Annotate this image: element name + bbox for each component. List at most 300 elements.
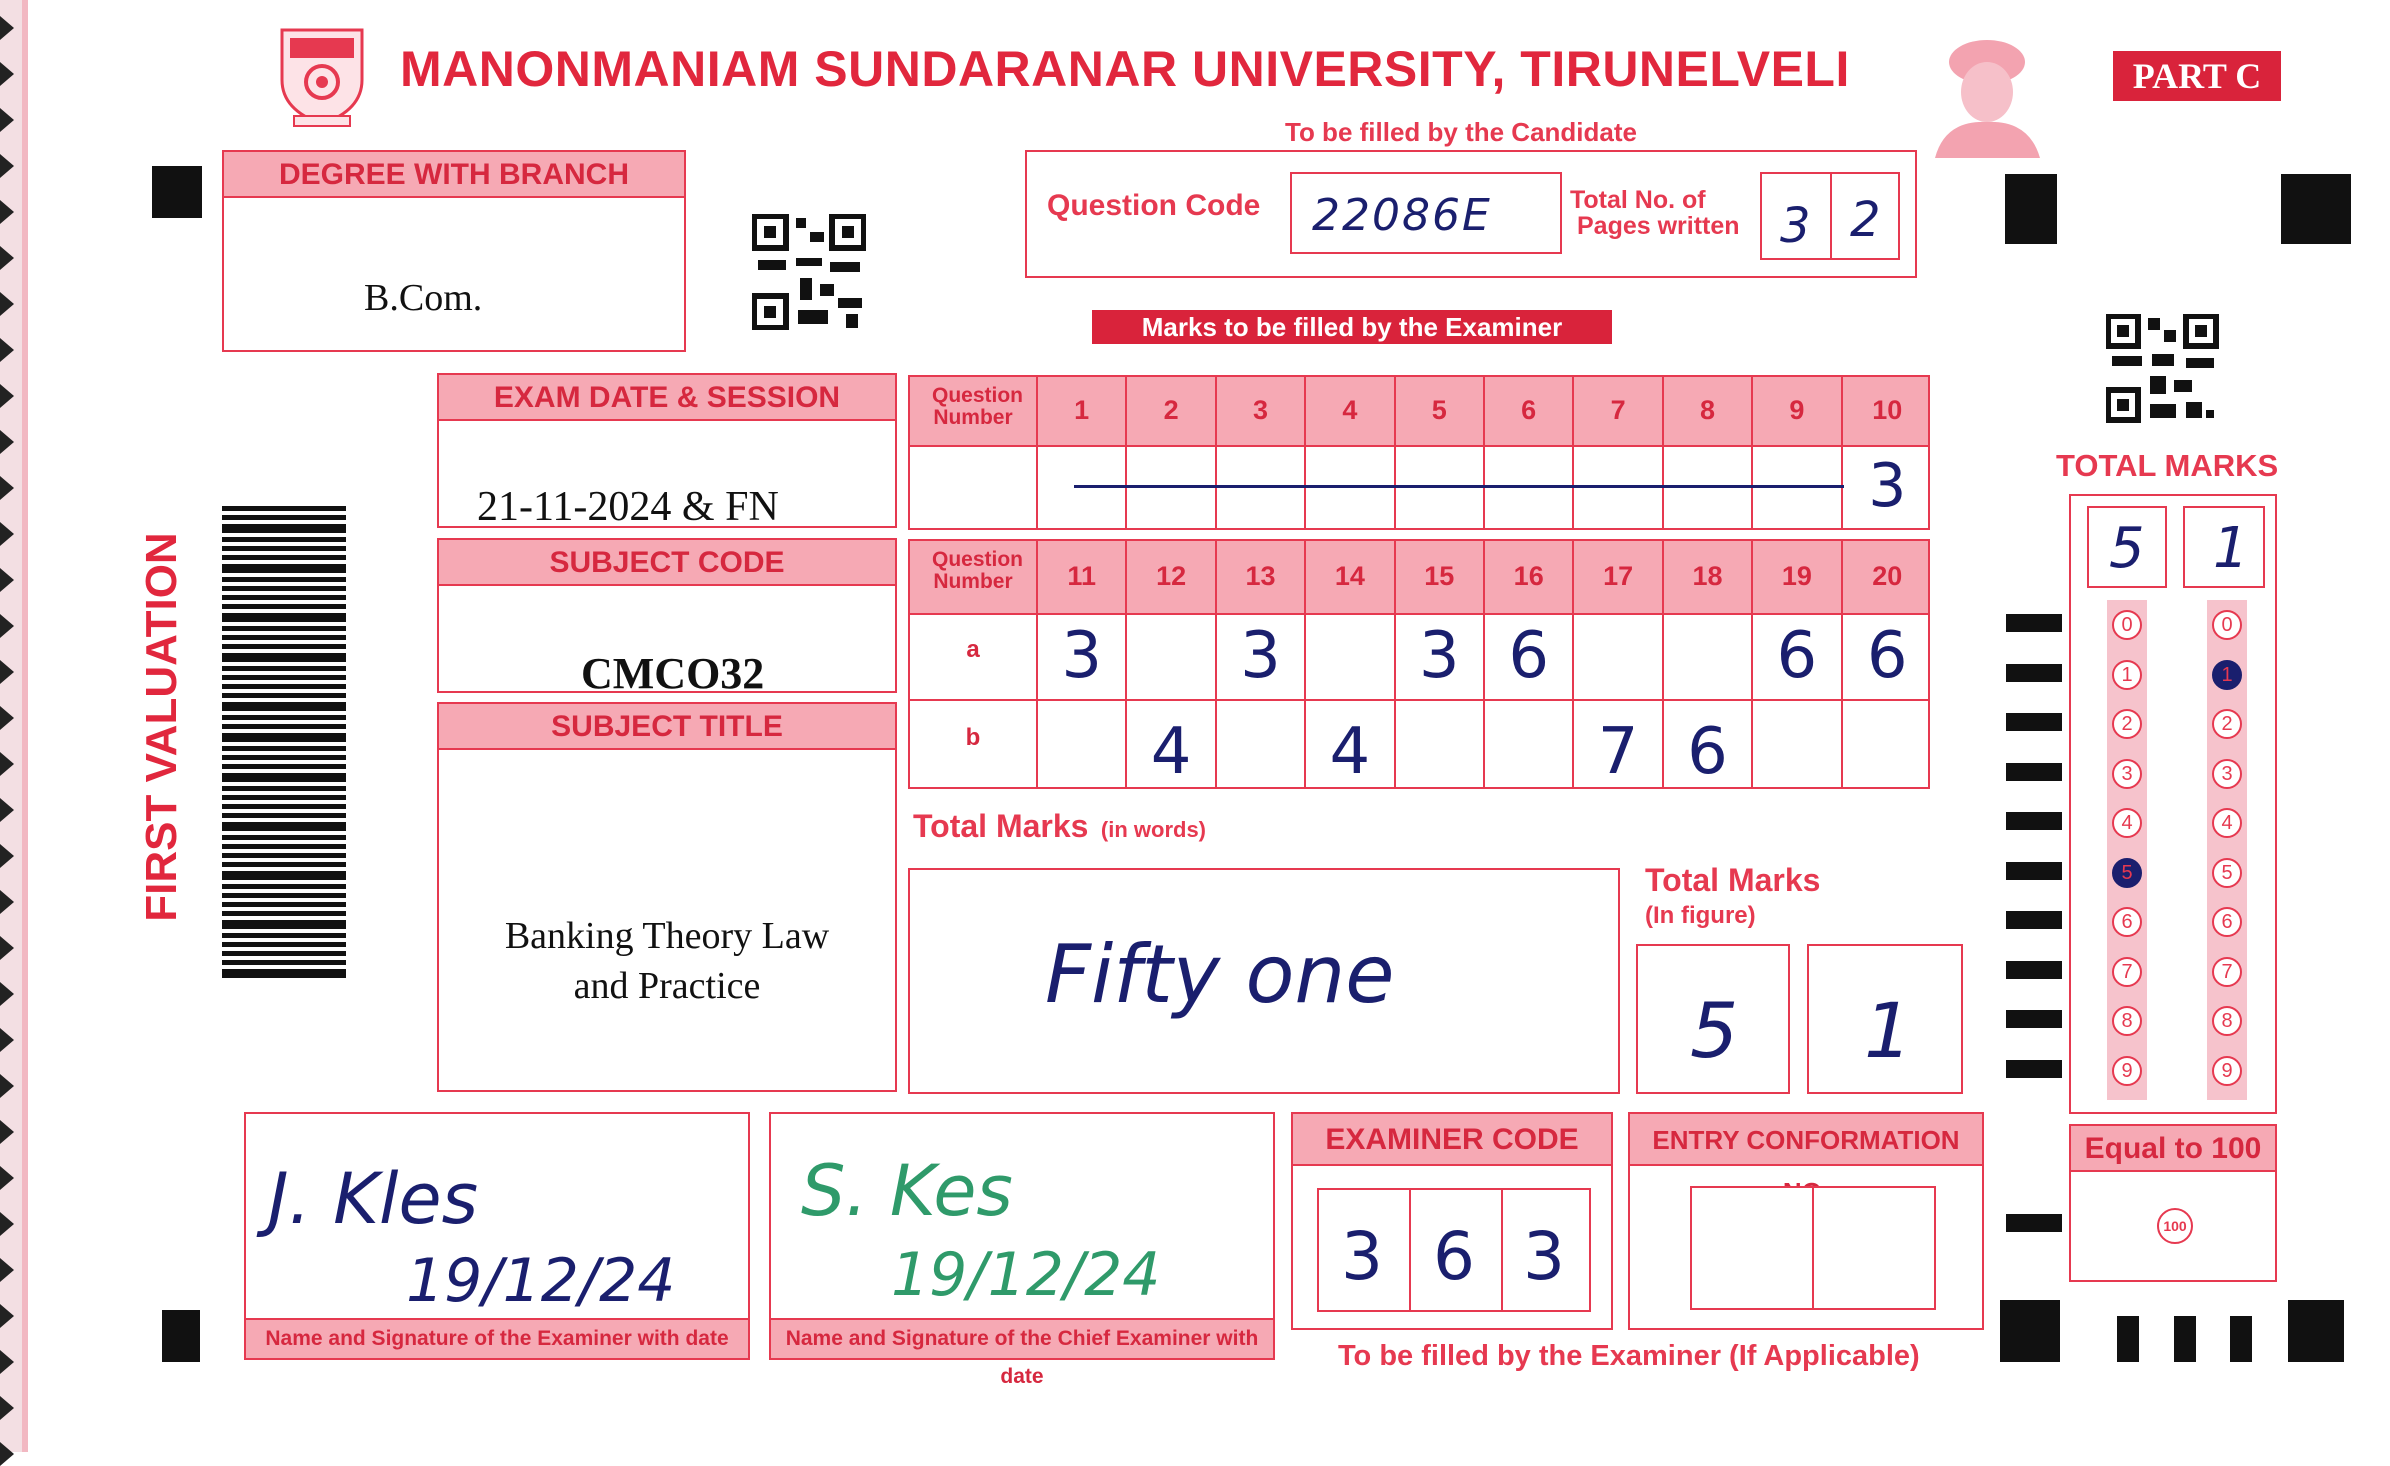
registration-mark (2281, 174, 2351, 244)
g1num-label-text: Question Number (932, 384, 1024, 430)
question-number-cell (1217, 377, 1306, 445)
mark-cell[interactable] (1574, 613, 1663, 699)
timing-mark (2006, 812, 2062, 830)
subject-title-label: SUBJECT TITLE (439, 704, 895, 750)
degree-value: B.Com. (364, 277, 483, 319)
mark-cell[interactable] (1843, 445, 1932, 530)
omr-digit-box-2 (2183, 506, 2265, 588)
barcode-bar (222, 635, 346, 640)
examiner-banner: Marks to be filled by the Examiner (1092, 310, 1612, 344)
g2a-label-text: a (966, 636, 980, 663)
mark-value (1843, 701, 1932, 715)
barcode-bar (222, 613, 346, 622)
mark-value (1306, 613, 1393, 619)
timing-mark (2006, 911, 2062, 929)
perforation-notch (0, 430, 14, 454)
perforation-notch (0, 752, 14, 776)
omr-bubble[interactable]: 3 (2112, 759, 2142, 789)
barcode-bar (222, 755, 346, 760)
omr-bubble[interactable]: 6 (2212, 907, 2242, 937)
mark-cell[interactable] (1306, 701, 1395, 789)
timing-mark (2006, 961, 2062, 979)
question-number: 12 (1156, 561, 1187, 591)
university-logo (272, 20, 372, 132)
subject-title-box (437, 702, 897, 1092)
mark-cell[interactable] (1217, 701, 1306, 789)
examiner-code-label: EXAMINER CODE (1293, 1114, 1611, 1166)
question-number: 18 (1692, 561, 1723, 591)
perforation-notch (0, 706, 14, 730)
omr-digit-1: 5 (2109, 516, 2145, 581)
g2b-label (910, 701, 1038, 789)
total-words-sub: (in words) (1100, 817, 1207, 842)
barcode-bar (222, 795, 346, 800)
mark-cell[interactable] (1485, 613, 1574, 699)
barcode-bar (222, 644, 346, 649)
mark-value: 6 (1687, 715, 1728, 789)
question-number-cell (1217, 541, 1306, 613)
mark-value: 7 (1597, 715, 1639, 789)
perforation-notch (0, 660, 14, 684)
omr-bubble[interactable]: 5 (2212, 858, 2242, 888)
exam-date-value: 21-11-2024 & FN (477, 484, 779, 530)
mark-value (1664, 445, 1751, 451)
mark-cell[interactable] (1038, 613, 1127, 699)
perforation-notch (0, 154, 14, 178)
omr-digit-box-1 (2087, 506, 2167, 588)
barcode-bar (222, 546, 346, 551)
barcode-bar (222, 724, 346, 729)
grid2-row-b (910, 701, 1928, 789)
question-number: 10 (1872, 395, 1903, 425)
perforation-notch (0, 568, 14, 592)
mark-value: 3 (1240, 619, 1281, 693)
question-number: 15 (1424, 561, 1455, 591)
registration-mark (162, 1310, 200, 1362)
question-number: 9 (1789, 395, 1805, 425)
question-number: 13 (1245, 561, 1276, 591)
question-number-cell (1127, 541, 1216, 613)
question-number: 8 (1699, 395, 1715, 425)
question-code-value: 22086E (1312, 190, 1492, 241)
barcode-bar (222, 942, 346, 947)
total-figure-digit-2: 1 (1864, 986, 1913, 1075)
omr-bubble[interactable]: 2 (2112, 709, 2142, 739)
timing-mark (2006, 713, 2062, 731)
perforation-notch (0, 1074, 14, 1098)
total-words-title: Total Marks (913, 808, 1089, 844)
subject-code-box (437, 538, 897, 698)
mark-value (1127, 613, 1214, 619)
omr-bubble[interactable]: 4 (2212, 808, 2242, 838)
question-number: 3 (1252, 395, 1268, 425)
mark-cell[interactable] (1306, 613, 1395, 699)
question-number: 14 (1334, 561, 1365, 591)
total-figure-digit-box-1 (1636, 944, 1790, 1094)
examiner-code-digit-2: 6 (1433, 1218, 1475, 1295)
mark-value (1753, 445, 1840, 451)
barcode-bar (222, 969, 346, 978)
barcode-bar (222, 555, 346, 560)
perforation-notch (0, 844, 14, 868)
question-number: 16 (1513, 561, 1544, 591)
barcode-bar (222, 653, 346, 662)
barcode-bar (222, 537, 346, 542)
examiner-code-digit-1: 3 (1341, 1218, 1383, 1295)
mark-value (1217, 445, 1304, 451)
timing-mark (2006, 664, 2062, 682)
barcode-bar (222, 684, 346, 689)
equal-100-box (2069, 1124, 2277, 1282)
barcode-bar (222, 764, 346, 769)
mark-cell[interactable] (1574, 701, 1663, 789)
question-number-cell (1127, 377, 1216, 445)
perforation-notch (0, 1350, 14, 1374)
total-figure-digit-1: 5 (1690, 986, 1739, 1075)
subject-code-label: SUBJECT CODE (439, 540, 895, 586)
mark-cell[interactable] (1127, 613, 1216, 699)
mark-value: 3 (1868, 451, 1907, 521)
barcode-bar (222, 626, 346, 631)
total-figure-digit-box-2 (1807, 944, 1963, 1094)
perforation-notch (0, 62, 14, 86)
registration-mark (2230, 1316, 2252, 1362)
mark-cell[interactable] (1038, 701, 1127, 789)
registration-mark (152, 166, 202, 218)
mark-value (1396, 701, 1483, 715)
barcode-bar (222, 884, 346, 889)
perforation-notch (0, 798, 14, 822)
perforation-notch (0, 1120, 14, 1144)
mark-cell[interactable] (1753, 613, 1842, 699)
degree-box (222, 150, 686, 352)
perforation-notch (0, 476, 14, 500)
barcode-bar (222, 786, 346, 791)
registration-mark (2174, 1316, 2196, 1362)
part-badge: PART C (2113, 51, 2281, 101)
registration-mark (2000, 1300, 2060, 1362)
perforation-notch (0, 246, 14, 270)
mark-value (1217, 701, 1304, 715)
mark-cell[interactable] (1396, 701, 1485, 789)
omr-bubble[interactable]: 9 (2212, 1056, 2242, 1086)
omr-bubble[interactable]: 4 (2112, 808, 2142, 838)
equal-100-bubble[interactable]: 100 (2157, 1208, 2193, 1244)
mark-value: 4 (1150, 715, 1192, 789)
candidate-note: To be filled by the Candidate (1285, 117, 1637, 147)
mark-cell[interactable] (1396, 613, 1485, 699)
perforation-notch (0, 1304, 14, 1328)
barcode-bar (222, 577, 346, 582)
perforation-notch (0, 292, 14, 316)
mark-value (1306, 445, 1393, 451)
mark-value: 3 (1061, 619, 1103, 693)
timing-mark (2006, 614, 2062, 632)
exam-date-label: EXAM DATE & SESSION (439, 375, 895, 421)
question-number-cell (1843, 541, 1932, 613)
barcode-bar (222, 960, 346, 965)
mark-value (1574, 445, 1661, 451)
barcode-bar (222, 902, 346, 907)
grid2-number-row (910, 541, 1928, 615)
perforation-notch (0, 1442, 14, 1466)
left-border-strip (22, 0, 28, 1452)
perforation-notch (0, 200, 14, 224)
mark-value (1485, 701, 1572, 715)
barcode-bar (222, 604, 346, 609)
question-number: 19 (1781, 561, 1812, 591)
perforation-notch (0, 890, 14, 914)
mark-value (1485, 445, 1572, 451)
barcode-bar (222, 871, 346, 880)
question-number-cell (1574, 541, 1663, 613)
mark-cell[interactable] (1217, 613, 1306, 699)
entry-confirmation-box (1628, 1112, 1984, 1330)
mark-cell[interactable] (1753, 701, 1842, 789)
grid1-number-row (910, 377, 1928, 447)
subject-title-line-2: and Practice (573, 965, 761, 1007)
omr-bubble[interactable]: 7 (2212, 957, 2242, 987)
grid2-row-a (910, 613, 1928, 701)
mark-value (1753, 701, 1840, 715)
timing-mark (2006, 763, 2062, 781)
mark-cell[interactable] (1843, 701, 1932, 789)
question-code-field (1290, 172, 1562, 254)
question-number-cell (1753, 377, 1842, 445)
chief-signature-name: S. Kes (801, 1150, 1013, 1232)
question-number: 1 (1074, 395, 1090, 425)
mark-value: 6 (1508, 619, 1550, 693)
exam-date-box (437, 373, 897, 528)
entry-confirmation-cell-2[interactable] (1812, 1186, 1936, 1310)
mark-value (1038, 701, 1125, 715)
degree-label: DEGREE WITH BRANCH (224, 152, 684, 198)
omr-bubble[interactable]: 2 (2212, 709, 2242, 739)
perforation-notch (0, 936, 14, 960)
barcode-bar (222, 675, 346, 680)
perforation-notch (0, 1166, 14, 1190)
total-words-box (908, 868, 1620, 1094)
question-number: 2 (1163, 395, 1179, 425)
omr-bubble[interactable]: 1 (2212, 660, 2242, 690)
entry-confirmation-cell-1[interactable] (1690, 1186, 1814, 1310)
registration-mark (2005, 174, 2057, 244)
omr-bubble[interactable]: 5 (2112, 858, 2142, 888)
barcode-bar (222, 715, 346, 720)
barcode (222, 506, 346, 976)
total-figure-title: Total Marks (1645, 862, 1821, 898)
barcode-bar (222, 595, 346, 600)
perforation-notch (0, 1212, 14, 1236)
perforation-notch (0, 1258, 14, 1282)
examiner-signature-caption: Name and Signature of the Examiner with date (246, 1318, 748, 1358)
mark-cell[interactable] (1843, 613, 1932, 699)
question-number-cell (1038, 541, 1127, 613)
barcode-bar (222, 920, 346, 929)
pages-digit-2: 2 (1850, 192, 1881, 248)
question-number-cell (1306, 377, 1395, 445)
timing-mark (2006, 1214, 2062, 1232)
mark-cell[interactable] (1127, 701, 1216, 789)
omr-bubble[interactable]: 8 (2112, 1006, 2142, 1036)
examiner-signature-date: 19/12/24 (406, 1246, 676, 1316)
g2a-label (910, 613, 1038, 699)
question-number: 7 (1610, 395, 1626, 425)
perforation-notch (0, 108, 14, 132)
marks-grid-2 (908, 539, 1930, 789)
omr-bubble[interactable]: 1 (2112, 660, 2142, 690)
question-number: 5 (1431, 395, 1447, 425)
question-code-label: Question Code (1047, 189, 1261, 222)
omr-bubble[interactable]: 0 (2112, 610, 2142, 640)
question-number-cell (1664, 377, 1753, 445)
barcode-bar (222, 844, 346, 849)
barcode-bar (222, 822, 346, 831)
question-number-cell (1574, 377, 1663, 445)
question-number-cell (1396, 541, 1485, 613)
barcode-bar (222, 564, 346, 573)
perforation-notch (0, 384, 14, 408)
mark-value: 3 (1418, 619, 1460, 693)
pages-digit-1: 3 (1780, 198, 1811, 254)
perforation-notch (0, 522, 14, 546)
examiner-code-digit-3: 3 (1523, 1218, 1565, 1295)
question-number-cell (1753, 541, 1842, 613)
question-number-cell (1485, 541, 1574, 613)
g1mark-label (910, 445, 1038, 530)
examiner-signature-box (244, 1112, 750, 1360)
question-code-box (1025, 150, 1917, 278)
barcode-bar (222, 693, 346, 698)
total-words-value: Fifty one (1045, 928, 1395, 1021)
total-words-label (913, 808, 1206, 845)
g1num-label (910, 377, 1038, 445)
omr-bubble[interactable]: 3 (2212, 759, 2242, 789)
qr-code (752, 214, 866, 330)
side-label: FIRST VALUATION (137, 532, 186, 922)
barcode-bar (222, 733, 346, 742)
question-number-cell (1396, 377, 1485, 445)
registration-mark (2117, 1316, 2139, 1362)
mark-value: 6 (1776, 619, 1818, 693)
subject-title-line-1: Banking Theory Law (504, 915, 830, 957)
barcode-bar (222, 506, 346, 511)
entry-confirmation-label: ENTRY CONFORMATION (1630, 1114, 1982, 1166)
marks-grid-1 (908, 375, 1930, 530)
barcode-bar (222, 835, 346, 840)
omr-bubble[interactable]: 9 (2112, 1056, 2142, 1086)
barcode-bar (222, 951, 346, 956)
barcode-bar (222, 804, 346, 809)
barcode-bar (222, 933, 346, 938)
chief-signature-box (769, 1112, 1275, 1388)
pages-written-label-1: Total No. of (1570, 186, 1706, 214)
question-number-cell (1664, 541, 1753, 613)
barcode-bar (222, 746, 346, 751)
founder-portrait (1925, 30, 2050, 158)
question-number: 17 (1603, 561, 1634, 591)
mark-cell[interactable] (1485, 701, 1574, 789)
chief-signature-date: 19/12/24 (891, 1240, 1161, 1310)
examiner-code-field (1317, 1188, 1591, 1312)
perforation-notch (0, 16, 14, 40)
g2b-label-text: b (965, 724, 981, 751)
perforation-notch (0, 614, 14, 638)
qr-code (2106, 314, 2220, 424)
total-marks-omr (2069, 494, 2277, 1114)
perforation-notch (0, 1028, 14, 1052)
mark-value (1127, 445, 1214, 451)
g2num-label (910, 541, 1038, 613)
mark-value (1396, 445, 1483, 451)
pages-written-field (1760, 172, 1900, 260)
question-number: 11 (1067, 561, 1096, 591)
perforation-notch (0, 982, 14, 1006)
question-number-cell (1485, 377, 1574, 445)
question-number-cell (1306, 541, 1395, 613)
examiner-code-box (1291, 1112, 1613, 1330)
pages-written-label-2: Pages written (1577, 212, 1740, 240)
barcode-bar (222, 853, 346, 858)
perforation-notch (0, 338, 14, 362)
footer-note: To be filled by the Examiner (If Applicable) (1338, 1340, 1920, 1372)
barcode-bar (222, 893, 346, 898)
total-marks-omr-label: TOTAL MARKS (2056, 448, 2279, 483)
omr-bubble[interactable]: 8 (2212, 1006, 2242, 1036)
mark-value (1038, 445, 1125, 451)
university-name: MANONMANIAM SUNDARANAR UNIVERSITY, TIRUNELVELI (400, 41, 1850, 97)
timing-mark (2006, 1010, 2062, 1028)
timing-mark (2006, 1060, 2062, 1078)
mark-value: 4 (1329, 715, 1371, 789)
perforation-notch (0, 1396, 14, 1420)
barcode-bar (222, 773, 346, 782)
mark-value (1574, 613, 1661, 619)
strike-line (1074, 485, 1844, 488)
question-number-cell (1843, 377, 1932, 445)
barcode-bar (222, 666, 346, 671)
mark-cell[interactable] (1664, 701, 1753, 789)
barcode-bar (222, 813, 346, 818)
subject-code-value: CMCO32 (581, 649, 765, 698)
question-number-cell (1038, 377, 1127, 445)
barcode-bar (222, 524, 346, 533)
barcode-bar (222, 586, 346, 591)
mark-cell[interactable] (1664, 613, 1753, 699)
barcode-bar (222, 702, 346, 711)
total-figure-sub: (In figure) (1645, 902, 1756, 929)
question-number: 20 (1872, 561, 1903, 591)
timing-mark (2006, 862, 2062, 880)
barcode-bar (222, 862, 346, 867)
mark-value: 6 (1866, 619, 1908, 693)
registration-mark (2288, 1300, 2344, 1362)
omr-bubble[interactable]: 7 (2112, 957, 2142, 987)
omr-bubble[interactable]: 6 (2112, 907, 2142, 937)
barcode-bar (222, 515, 346, 520)
g2num-label-text: Question Number (932, 548, 1024, 594)
chief-signature-caption: Name and Signature of the Chief Examiner with date (771, 1318, 1273, 1358)
omr-digit-2: 1 (2213, 516, 2249, 581)
mark-value (1664, 613, 1751, 619)
question-number: 4 (1342, 395, 1358, 425)
grid1-marks-row (910, 445, 1928, 530)
examiner-signature-name: J. Kles (268, 1158, 479, 1240)
question-number: 6 (1521, 395, 1537, 425)
barcode-bar (222, 911, 346, 916)
omr-bubble[interactable]: 0 (2212, 610, 2242, 640)
equal-100-label: Equal to 100 (2071, 1126, 2275, 1172)
